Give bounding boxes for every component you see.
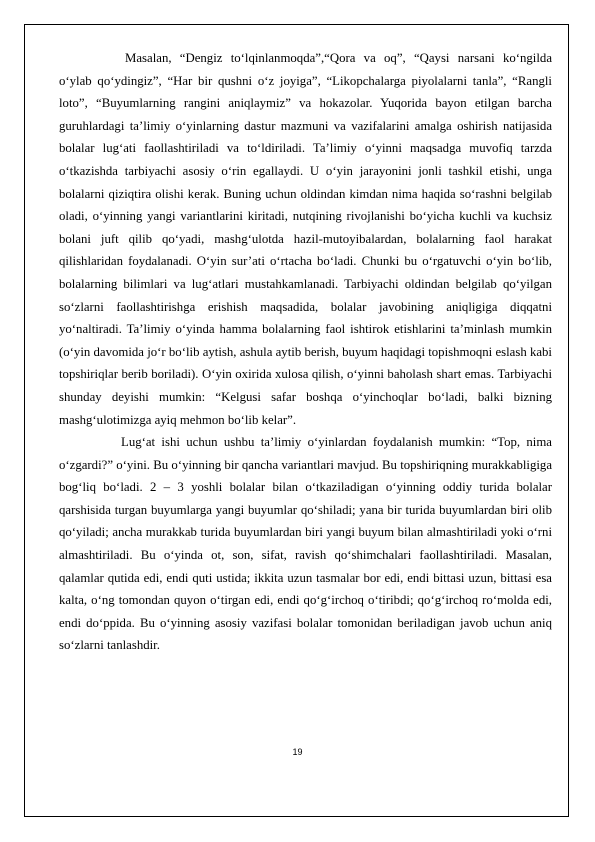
body-text: [59, 47, 552, 657]
page-number: 19: [292, 747, 303, 757]
paragraph-2: Lug‘at ishi uchun ushbu ta’limiy o‘yinlardan foydalanish mumkin: “Top, nima o‘zgardi?” o‘yini. Bu o‘yinning bir qancha variantlari mavjud. Bu topshiriqning murakkabligiga bog‘liq bo‘ladi. 2 – 3 yoshli bolalar bilan o‘tkaziladigan o‘yinning oddiy turida bolalar qarshisida turgan buyumlarga yangi buyumlar qo‘shiladi; yana bir turida buyumlardan biri olib qo‘yiladi; ancha murakkab turida buyumlardan biri yangi buyum bilan almashtiriladi yoki o‘rni almashtiriladi. Bu o‘yinda ot, son, sifat, ravish qo‘shimchalari faollashtiriladi. Masalan, qalamlar qutida edi, endi quti ustida; ikkita uzun tasmalar bor edi, endi bittasi uzun, bittasi esa kalta, o‘ng tomondan quyon o‘tirgan edi, endi qo‘g‘irchoq o‘tiribdi; qo‘g‘irchoq ro‘molda edi, endi do‘ppida. Bu o‘yinning asosiy vazifasi bolalar tomonidan beriladigan javob uchun aniq so‘zlarni tanlashdir.: [59, 435, 552, 653]
paragraph-1: Masalan, “Dengiz to‘lqinlanmoqda”,“Qora va oq”, “Qaysi narsani ko‘ngilda o‘ylab qo‘ydingiz”, “Har bir qushni o‘z joyiga”, “Likopchalarga piyolalarni tanla”, “Rangli loto”, “Buyumlarning rangini aniqlaymiz” va hokazolar. Yuqorida bayon etilgan barcha guruhlardagi ta’limiy o‘yinlarning dastur mazmuni va vazifalarini amalga oshirish natijasida bolalar lug‘ati faollashtiriladi va to‘ldiriladi. Ta’limiy o‘yinni maqsadga muvofiq tarzda o‘tkazishda tarbiyachi asosiy o‘rin egallaydi. U o‘yin jarayonini jonli tashkil etishi, unga bolalarni qiziqtira olishi kerak. Buning uchun oldindan kimdan nima haqida so‘rashni belgilab oladi, o‘yinning yangi variantlarini kiritadi, nutqining rivojlanishi bo‘yicha kuchli va kuchsiz bolani juft qilib qo‘yadi, mashg‘ulotda hazil-mutoyibalardan, bolalarning faol harakat qilishlaridan foydalanadi. O‘yin sur’ati o‘rtacha bo‘ladi. Chunki bu o‘rgatuvchi o‘yin bo‘lib, bolalarning bilimlari va lug‘atlari mustahkamlanadi. Tarbiyachi oldindan belgilab qo‘yilgan so‘zlarni faollashtirishga erishish maqsadida, bolalar javobining aniqligiga diqqatni yo‘naltiradi. Ta’limiy o‘yinda hamma bolalarning faol ishtirok etishlarini ta’minlash mumkin (o‘yin davomida jo‘r bo‘lib aytish, ashula aytib berish, buyum haqidagi topishmoqni eslash kabi topshiriqlar berib boriladi). O‘yin oxirida xulosa qilish, o‘yinni baholash shart emas. Tarbiyachi shunday deyishi mumkin: “Kelgusi safar boshqa o‘yinchoqlar bo‘ladi, balki bizning mashg‘ulotimizga ayiq mehmon bo‘lib kelar”.: [59, 51, 552, 427]
